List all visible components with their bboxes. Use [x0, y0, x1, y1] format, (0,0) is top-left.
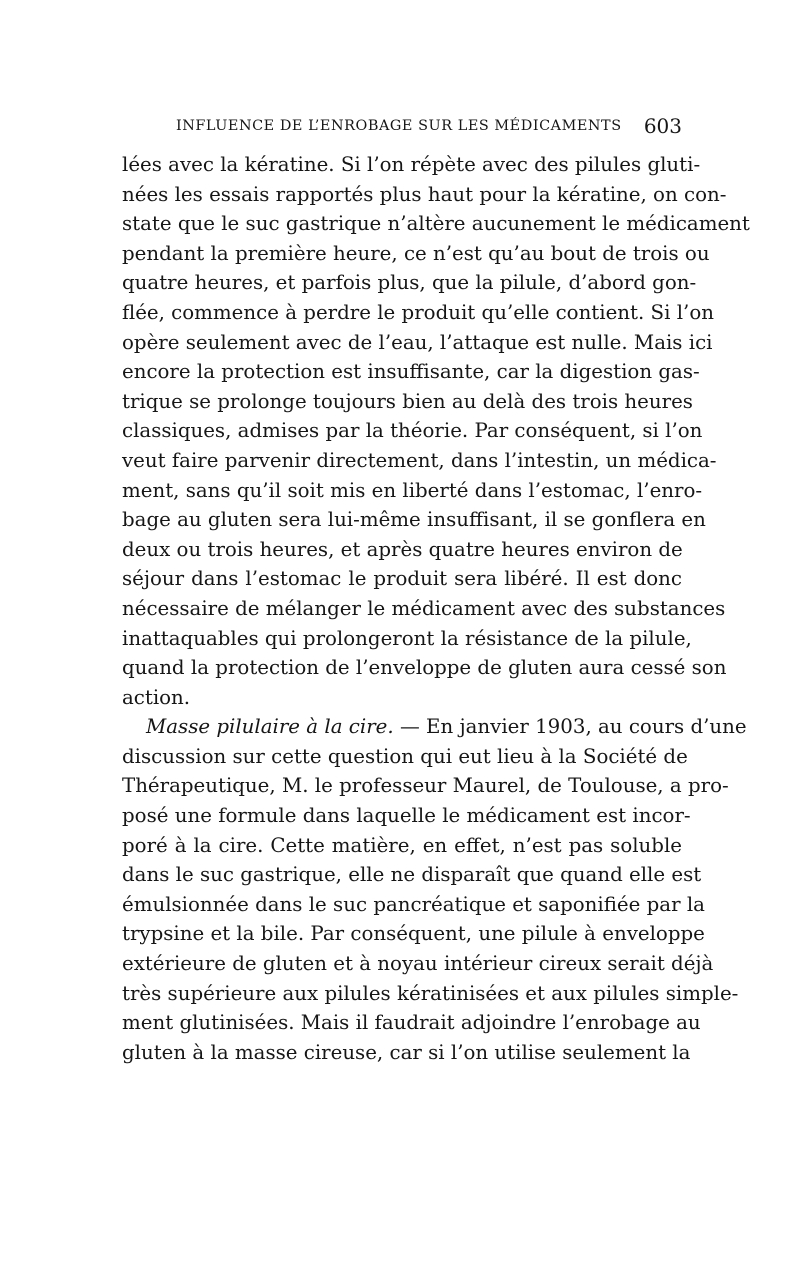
text-line: ment, sans qu’il soit mis en liberté dans l’estomac, l’enro- [122, 478, 703, 502]
text-line: opère seulement avec de l’eau, l’attaque est nulle. Mais ici [122, 330, 713, 354]
paragraph-2 [122, 712, 747, 1067]
text-line: séjour dans l’estomac le produit sera libéré. Il est donc [122, 567, 682, 591]
text-line: flée, commence à perdre le produit qu’elle contient. Si l’on [122, 300, 714, 324]
text-line: Thérapeutique, M. le professeur Maurel, de Toulouse, a pro- [122, 774, 729, 798]
text-line [122, 712, 747, 742]
text-line: action. [122, 685, 191, 709]
text-line: extérieure de gluten et à noyau intérieur cireux serait déjà [122, 952, 714, 976]
text-line: lées avec la kératine. Si l’on répète avec des pilules gluti- [122, 153, 701, 176]
text-line: très supérieure aux pilules kératinisées et aux pilules simple- [122, 981, 739, 1005]
text-line: ment glutinisées. Mais il faudrait adjoindre l’enrobage au [122, 1011, 701, 1035]
text-line: trique se prolonge toujours bien au delà des trois heures [122, 389, 693, 413]
text-line: pendant la première heure, ce n’est qu’au bout de trois ou [122, 241, 710, 265]
text-line: nées les essais rapportés plus haut pour la kératine, on con- [122, 182, 727, 206]
text-line: dans le suc gastrique, elle ne disparaît que quand elle est [122, 863, 702, 887]
text-line: poré à la cire. Cette matière, en effet, n’est pas soluble [122, 833, 682, 857]
text-line: posé une formule dans laquelle le médicament est incor- [122, 804, 691, 828]
page-number: 603 [643, 114, 682, 138]
text-line: bage au gluten sera lui-même insuffisant, il se gonflera en [122, 508, 706, 532]
text-line: discussion sur cette question qui eut lieu à la Société de [122, 744, 688, 768]
text-line: émulsionnée dans le suc pancréatique et saponifiée par la [122, 892, 705, 916]
running-head [176, 114, 682, 140]
text-line: deux ou trois heures, et après quatre heures environ de [122, 537, 683, 561]
text-line: veut faire parvenir directement, dans l’intestin, un médica- [122, 448, 717, 472]
text-line: nécessaire de mélanger le médicament avec des substances [122, 596, 726, 620]
running-title: INFLUENCE DE L’ENROBAGE SUR LES MÉDICAMENTS [176, 118, 622, 134]
text-line: inattaquables qui prolongeront la résistance de la pilule, [122, 626, 692, 650]
text-line: state que le suc gastrique n’altère aucunement le médicament [122, 212, 750, 236]
text-line: quand la protection de l’enveloppe de gluten aura cessé son [122, 656, 727, 680]
body-text [122, 150, 750, 1067]
text-line: quatre heures, et parfois plus, que la pilule, d’abord gon- [122, 271, 697, 295]
text-line: classiques, admises par la théorie. Par conséquent, si l’on [122, 419, 703, 443]
text-line: encore la protection est insuffisante, car la digestion gas- [122, 360, 700, 384]
text-line: gluten à la masse cireuse, car si l’on utilise seulement la [122, 1040, 691, 1064]
text-run: — En janvier 1903, au cours d’une [393, 715, 747, 739]
paragraph-1 [122, 150, 750, 712]
text-line: trypsine et la bile. Par conséquent, une pilule à enveloppe [122, 922, 705, 946]
section-lead-in: Masse pilulaire à la cire. [146, 715, 394, 739]
